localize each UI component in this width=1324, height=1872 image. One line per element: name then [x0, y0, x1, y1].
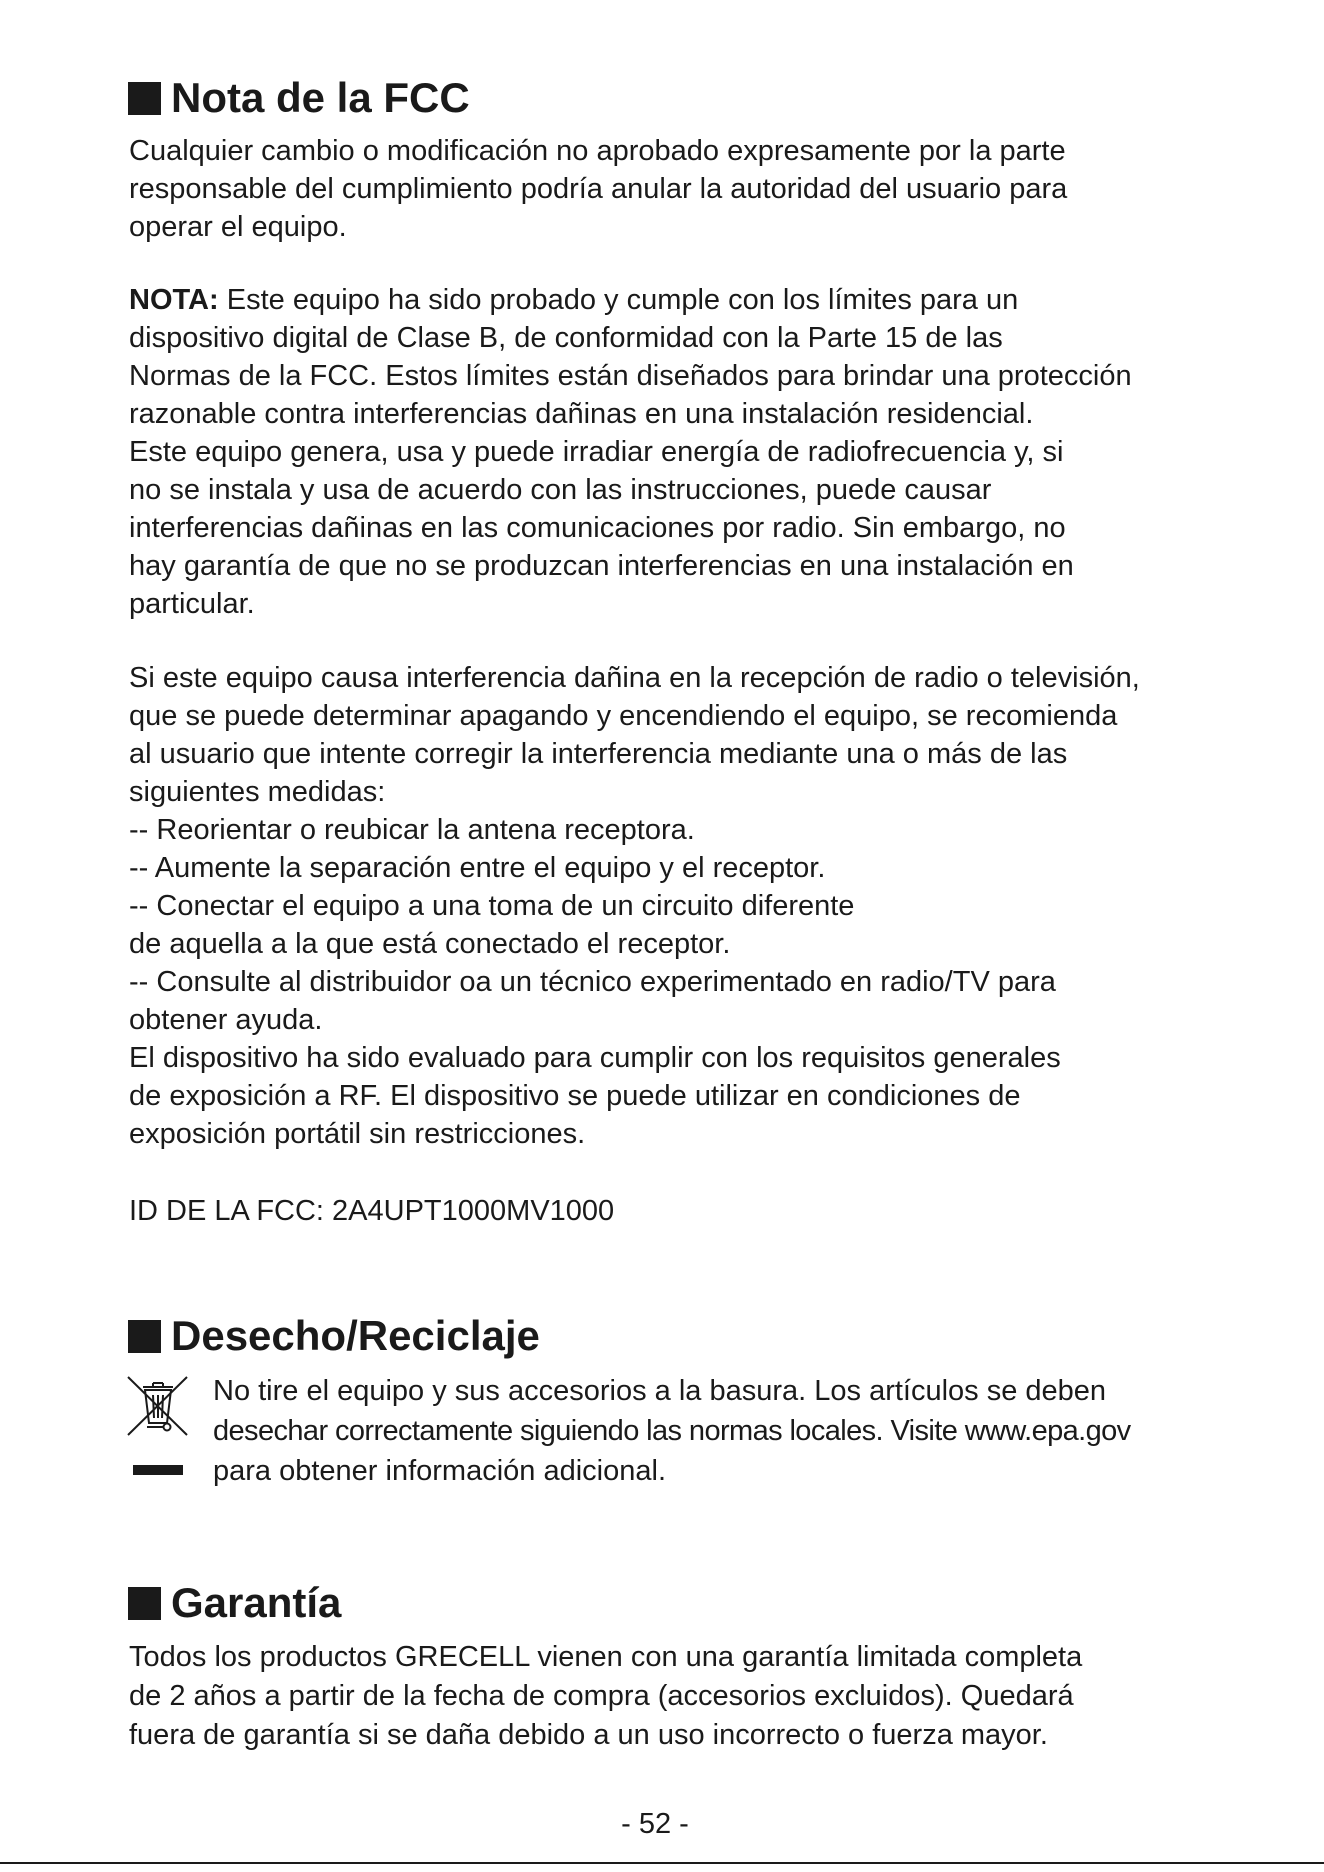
text-line: -- Aumente la separación entre el equipo y el receptor. [129, 852, 826, 884]
text-line: Si este equipo causa interferencia dañina en la recepción de radio o televisión, [129, 662, 1140, 694]
text-line: hay garantía de que no se produzcan interferencias en una instalación en [129, 550, 1074, 582]
text-line: operar el equipo. [129, 211, 347, 243]
text-line: El dispositivo ha sido evaluado para cumplir con los requisitos generales [129, 1042, 1061, 1074]
warranty-section-heading [128, 1579, 342, 1626]
text-line: siguientes medidas: [129, 776, 386, 808]
text-line: de 2 años a partir de la fecha de compra (accesorios excluidos). Quedará [129, 1680, 1074, 1712]
fcc-note-paragraph [129, 281, 1132, 623]
warranty-paragraph [129, 1638, 1082, 1755]
disposal-heading-text: Desecho/Reciclaje [171, 1312, 540, 1359]
text-line: Todos los productos GRECELL vienen con una garantía limitada completa [129, 1641, 1083, 1673]
text-line: exposición portátil sin restricciones. [129, 1118, 586, 1150]
text-line: particular. [129, 588, 255, 620]
text-line: -- Reorientar o reubicar la antena receptora. [129, 814, 695, 846]
text-line: interferencias dañinas en las comunicaciones por radio. Sin embargo, no [129, 512, 1066, 544]
heading-bullet-square [128, 82, 161, 115]
text-line: de exposición a RF. El dispositivo se puede utilizar en condiciones de [129, 1080, 1021, 1112]
text-line: de aquella a la que está conectado el receptor. [129, 928, 731, 960]
text-line [129, 281, 1132, 319]
disposal-paragraph [213, 1371, 1131, 1491]
heading-bullet-square [128, 1587, 161, 1620]
text-line: Normas de la FCC. Estos límites están diseñados para brindar una protección [129, 360, 1132, 392]
fcc-id: ID DE LA FCC: 2A4UPT1000MV1000 [129, 1195, 615, 1227]
fcc-measures-paragraph [129, 659, 1140, 1153]
note-label: NOTA: [129, 284, 219, 316]
text-line: al usuario que intente corregir la interferencia mediante una o más de las [129, 738, 1068, 770]
page-number: - 52 - [621, 1808, 689, 1840]
text-line: responsable del cumplimiento podría anular la autoridad del usuario para [129, 173, 1068, 205]
fcc-heading-text: Nota de la FCC [171, 74, 470, 121]
crossed-out-wheelie-bin-icon [125, 1373, 191, 1483]
heading-bullet-square [128, 1320, 161, 1353]
text-line: fuera de garantía si se daña debido a un uso incorrecto o fuerza mayor. [129, 1719, 1048, 1751]
fcc-intro-paragraph [129, 132, 1067, 246]
text-line: No tire el equipo y sus accesorios a la basura. Los artículos se deben [213, 1375, 1107, 1407]
text-line: Cualquier cambio o modificación no aprobado expresamente por la parte [129, 135, 1066, 167]
text-line: -- Conectar el equipo a una toma de un circuito diferente [129, 890, 855, 922]
disposal-section-heading [128, 1312, 540, 1359]
text-line: que se puede determinar apagando y encendiendo el equipo, se recomienda [129, 700, 1118, 732]
text-line: obtener ayuda. [129, 1004, 323, 1036]
text-line: dispositivo digital de Clase B, de conformidad con la Parte 15 de las [129, 322, 1003, 354]
page-bottom-rule [0, 1862, 1324, 1864]
note-first-line: Este equipo ha sido probado y cumple con los límites para un [218, 284, 1019, 316]
fcc-section-heading [128, 74, 470, 121]
text-line: no se instala y usa de acuerdo con las instrucciones, puede causar [129, 474, 992, 506]
text-line: para obtener información adicional. [213, 1455, 666, 1487]
text-line: -- Consulte al distribuidor oa un técnico experimentado en radio/TV para [129, 966, 1056, 998]
warranty-heading-text: Garantía [171, 1579, 342, 1626]
text-line: Este equipo genera, usa y puede irradiar energía de radiofrecuencia y, si [129, 436, 1064, 468]
text-line: desechar correctamente siguiendo las normas locales. Visite www.epa.gov [213, 1415, 1131, 1447]
text-line: razonable contra interferencias dañinas en una instalación residencial. [129, 398, 1034, 430]
